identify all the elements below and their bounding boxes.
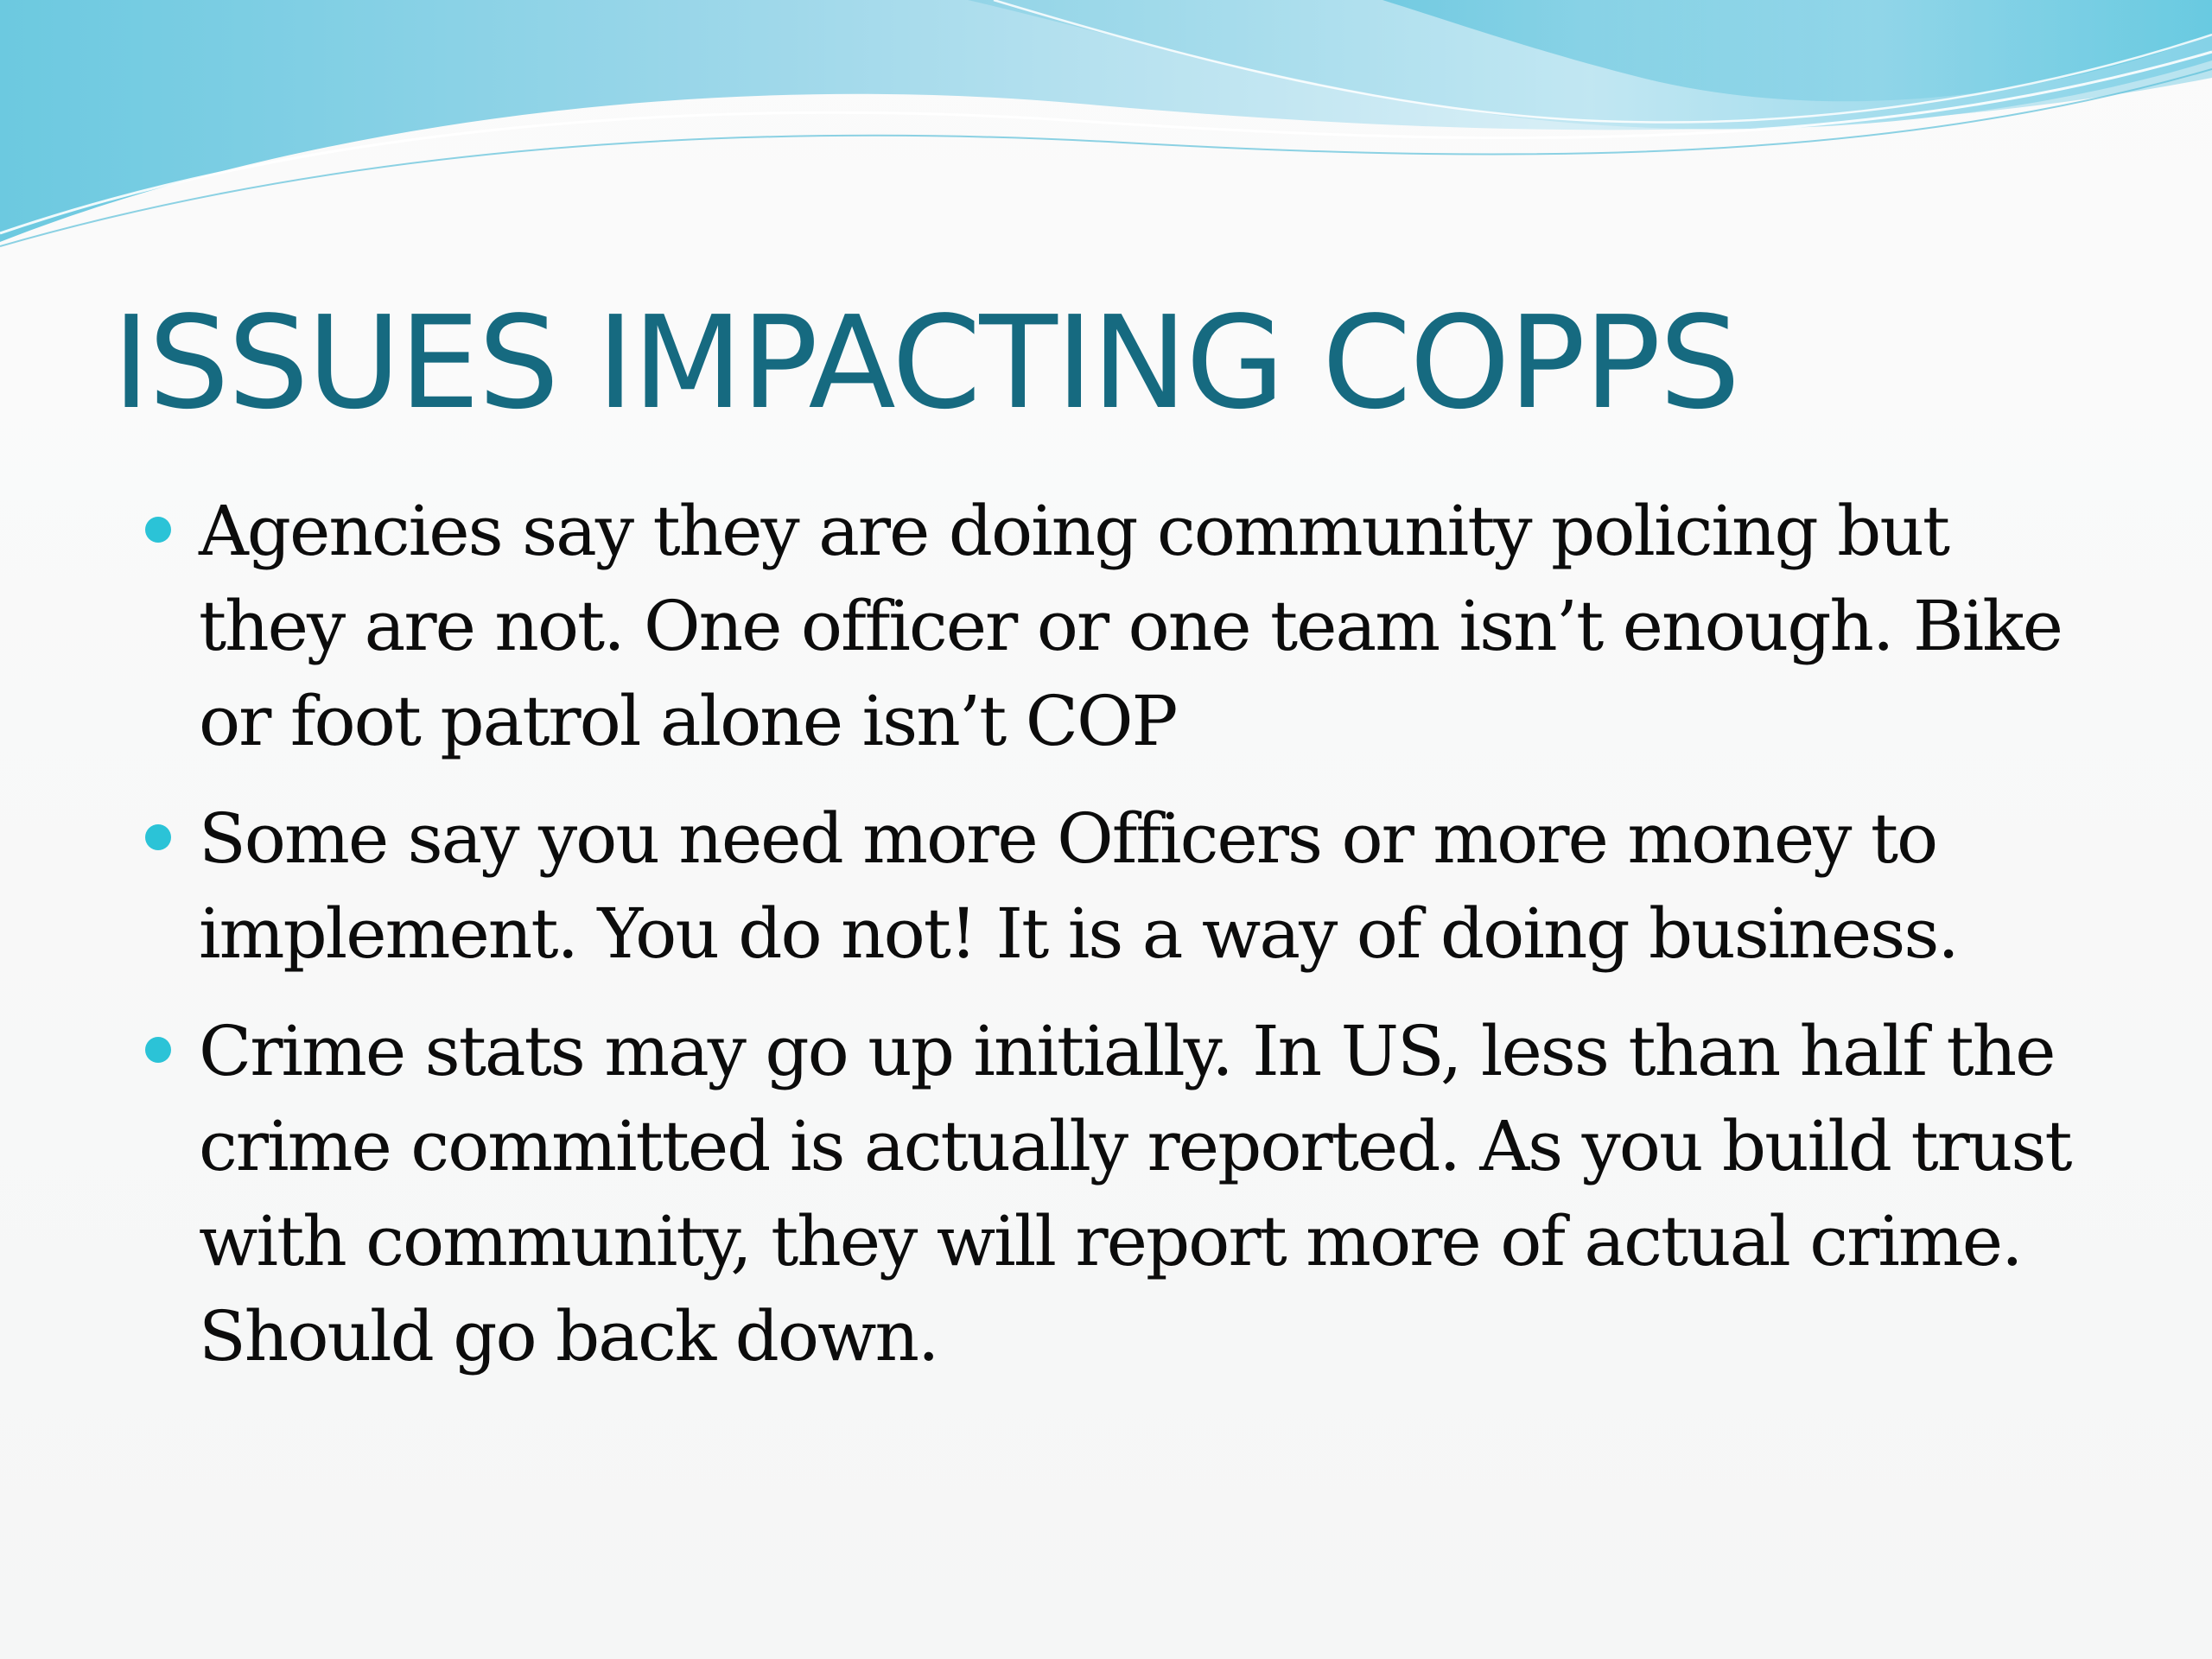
bullet-text: Agencies say they are doing community policing but they are not. One officer or one team isn’t enough. Bike or foot patrol alone isn’t COP: [199, 491, 2063, 761]
bullet-item: [138, 791, 2108, 982]
header-wave-decoration: [0, 0, 2212, 259]
bullet-dot-icon: [145, 824, 171, 850]
bullet-text: Some say you need more Officers or more money to implement. You do not! It is a way of doing business.: [199, 798, 1958, 974]
slide-title: ISSUES IMPACTING COPPS: [112, 289, 1739, 437]
bullet-item: [138, 484, 2108, 769]
bullet-list: [138, 484, 2108, 1407]
bullet-item: [138, 1004, 2108, 1384]
bullet-dot-icon: [145, 1037, 171, 1063]
bullet-text: Crime stats may go up initially. In US, less than half the crime committed is actually reported. As you build trust with community, they will report more of actual crime. Should go back down.: [199, 1011, 2071, 1376]
bullet-dot-icon: [145, 517, 171, 543]
